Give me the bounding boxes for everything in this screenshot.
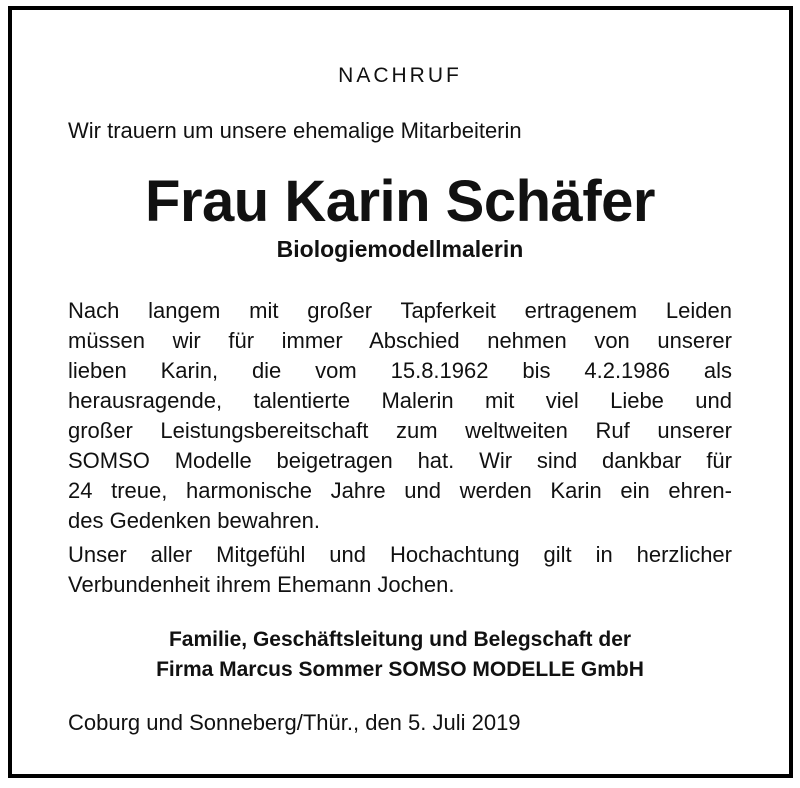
body-line: lieben Karin, die vom 15.8.1962 bis 4.2.1986 als [68,358,732,383]
closing-paragraph [68,540,732,600]
notice-heading: NACHRUF [338,64,462,87]
body-line: des Gedenken bewahren. [68,508,320,533]
body-line: herausragende, talentierte Malerin mit viel Liebe und [68,388,732,413]
body-line: Nach langem mit großer Tapferkeit ertragenem Leiden [68,298,732,323]
place-date: Coburg und Sonneberg/Thür., den 5. Juli 2019 [68,710,521,735]
signature-line: Firma Marcus Sommer SOMSO MODELLE GmbH [156,658,644,681]
body-line: müssen wir für immer Abschied nehmen von unserer [68,328,732,353]
closing-line: Unser aller Mitgefühl und Hochachtung gilt in herzlicher [68,542,732,567]
notice-frame [8,6,793,778]
profession: Biologiemodellmalerin [276,236,524,262]
body-line: SOMSO Modelle beigetragen hat. Wir sind dankbar für [68,448,732,473]
deceased-name: Frau Karin Schäfer [145,169,655,234]
body-line: 24 treue, harmonische Jahre und werden Karin ein ehren- [68,478,732,503]
body-paragraph [68,296,732,536]
closing-line: Verbundenheit ihrem Ehemann Jochen. [68,572,455,597]
intro-line: Wir trauern um unsere ehemalige Mitarbeiterin [68,118,522,143]
body-line: großer Leistungsbereitschaft zum weltweiten Ruf unserer [68,418,732,443]
signature-line: Familie, Geschäftsleitung und Belegschaft der [168,628,632,651]
signature-block [68,625,732,685]
